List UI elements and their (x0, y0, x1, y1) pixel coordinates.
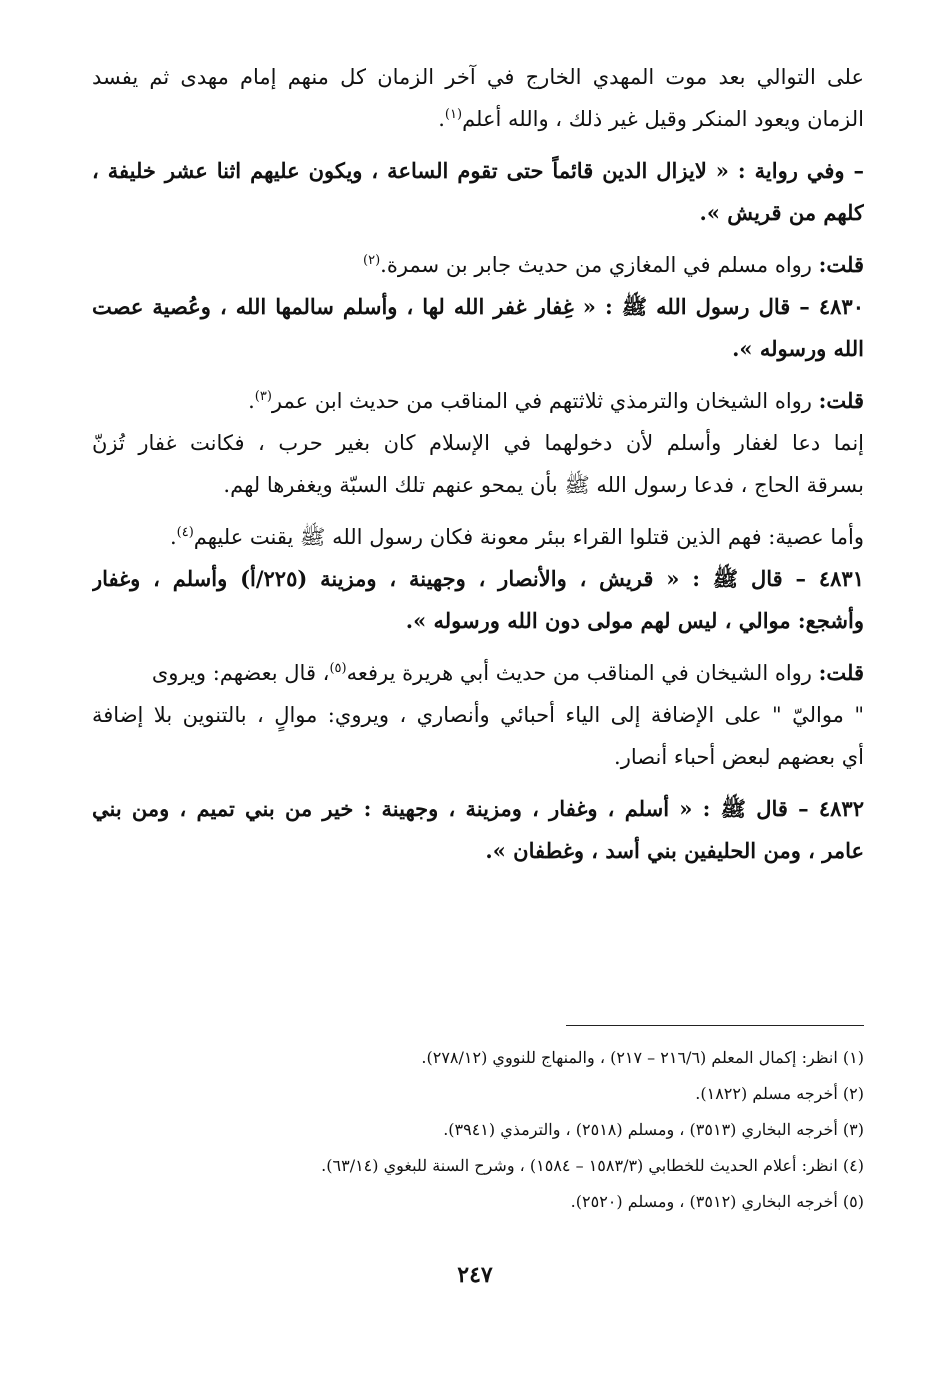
footnote-ref-4: (٤) (176, 525, 194, 540)
hadith-4832-line-2: عامر ، ومن الحليفين بني أسد ، وغطفان ». (485, 838, 864, 863)
page-number: ٢٤٧ (457, 1262, 493, 1288)
hadith-4831-line-1: ٤٨٣١ – قال ﷺ : « قريش ، والأنصار ، وجهينة ، ومزينة (٢٢٥/أ) وأسلم ، وغفار (92, 566, 864, 591)
footnotes (92, 1040, 864, 1220)
comment-1: قلت: رواه مسلم في المغازي من حديث جابر بن سمرة.$^{(٢)}$ (363, 252, 864, 277)
explanation-line-5: أي بعضهم لبعض أحباء أنصار. (614, 745, 864, 769)
comment-2: قلت: رواه الشيخان والترمذي ثلاثتهم في المناقب من حديث ابن عمر$^{(٣)}$. (248, 388, 864, 413)
qultu-label: قلت: (818, 388, 864, 413)
qultu-label: قلت: (818, 660, 864, 685)
footnote-ref-3: (٣) (254, 389, 272, 404)
hadith-4830-line-1: ٤٨٣٠ – قال رسول الله ﷺ : « غِفار غفر الله لها ، وأسلم سالمها الله ، وعُصية عصت (92, 294, 864, 319)
narration-line-2: كلهم من قريش ». (699, 200, 864, 225)
footnote-divider (566, 1025, 864, 1026)
explanation-line-4: " مواليّ " على الإضافة إلى الياء أحبائي وأنصاري ، ويروي: موالٍ ، بالتنوين بلا إضافة (92, 703, 864, 727)
main-text (92, 56, 864, 872)
hadith-4831-line-2: وأشجع: موالي ، ليس لهم مولى دون الله ورسوله ». (405, 608, 864, 633)
explanation-line-2: بسرقة الحاج ، فدعا رسول الله ﷺ بأن يمحو عنهم تلك السبّة ويغفرها لهم. (223, 473, 864, 497)
footnote-3: (٣) أخرجه البخاري (٣٥١٣) ، ومسلم (٢٥١٨) ، والترمذي (٣٩٤١). (443, 1120, 864, 1139)
qultu-label: قلت: (818, 252, 864, 277)
hadith-4830-line-2: الله ورسوله ». (732, 336, 864, 361)
footnote-ref-1: (١) (444, 107, 463, 122)
footnote-2: (٢) أخرجه مسلم (١٨٢٢). (695, 1084, 864, 1103)
comment-3: قلت: رواه الشيخان في المناقب من حديث أبي هريرة يرفعه$^{(٥)}$، قال بعضهم: ويروى (151, 660, 864, 685)
footnote-5: (٥) أخرجه البخاري (٣٥١٢) ، ومسلم (٢٥٢٠). (570, 1192, 864, 1211)
footnote-ref-5: (٥) (329, 661, 347, 676)
footnote-4: (٤) انظر: أعلام الحديث للخطابي (١٥٨٣/٣ – ١٥٨٤) ، وشرح السنة للبغوي (٦٣/١٤). (321, 1156, 864, 1175)
narration-line-1: – وفي رواية : « لايزال الدين قائماً حتى تقوم الساعة ، ويكون عليهم اثنا عشر خليفة ، (92, 158, 864, 183)
explanation-line-1: إنما دعا لغفار وأسلم لأن دخولهما في الإسلام كان بغير حرب ، فكانت غفار تُزنّ (92, 431, 864, 455)
hadith-4832-line-1: ٤٨٣٢ – قال ﷺ : « أسلم ، وغفار ، ومزينة ، وجهينة : خير من بني تميم ، ومن بني (92, 796, 864, 821)
body-line-1: على التوالي بعد موت المهدي الخارج في آخر الزمان كل منهم إمام مهدى ثم يفسد (92, 65, 864, 89)
body-line-2: الزمان ويعود المنكر وقيل غير ذلك ، والله أعلم$^{(١)}$. (438, 107, 864, 131)
footnote-ref-2: (٢) (363, 253, 381, 268)
footnote-1: (١) انظر: إكمال المعلم (٢١٦/٦ – ٢١٧) ، والمنهاج للنووي (٢٧٨/١٢). (421, 1048, 864, 1067)
explanation-line-3: وأما عصية: فهم الذين قتلوا القراء ببئر معونة فكان رسول الله ﷺ يقنت عليهم$^{(٤)}$. (169, 525, 864, 549)
